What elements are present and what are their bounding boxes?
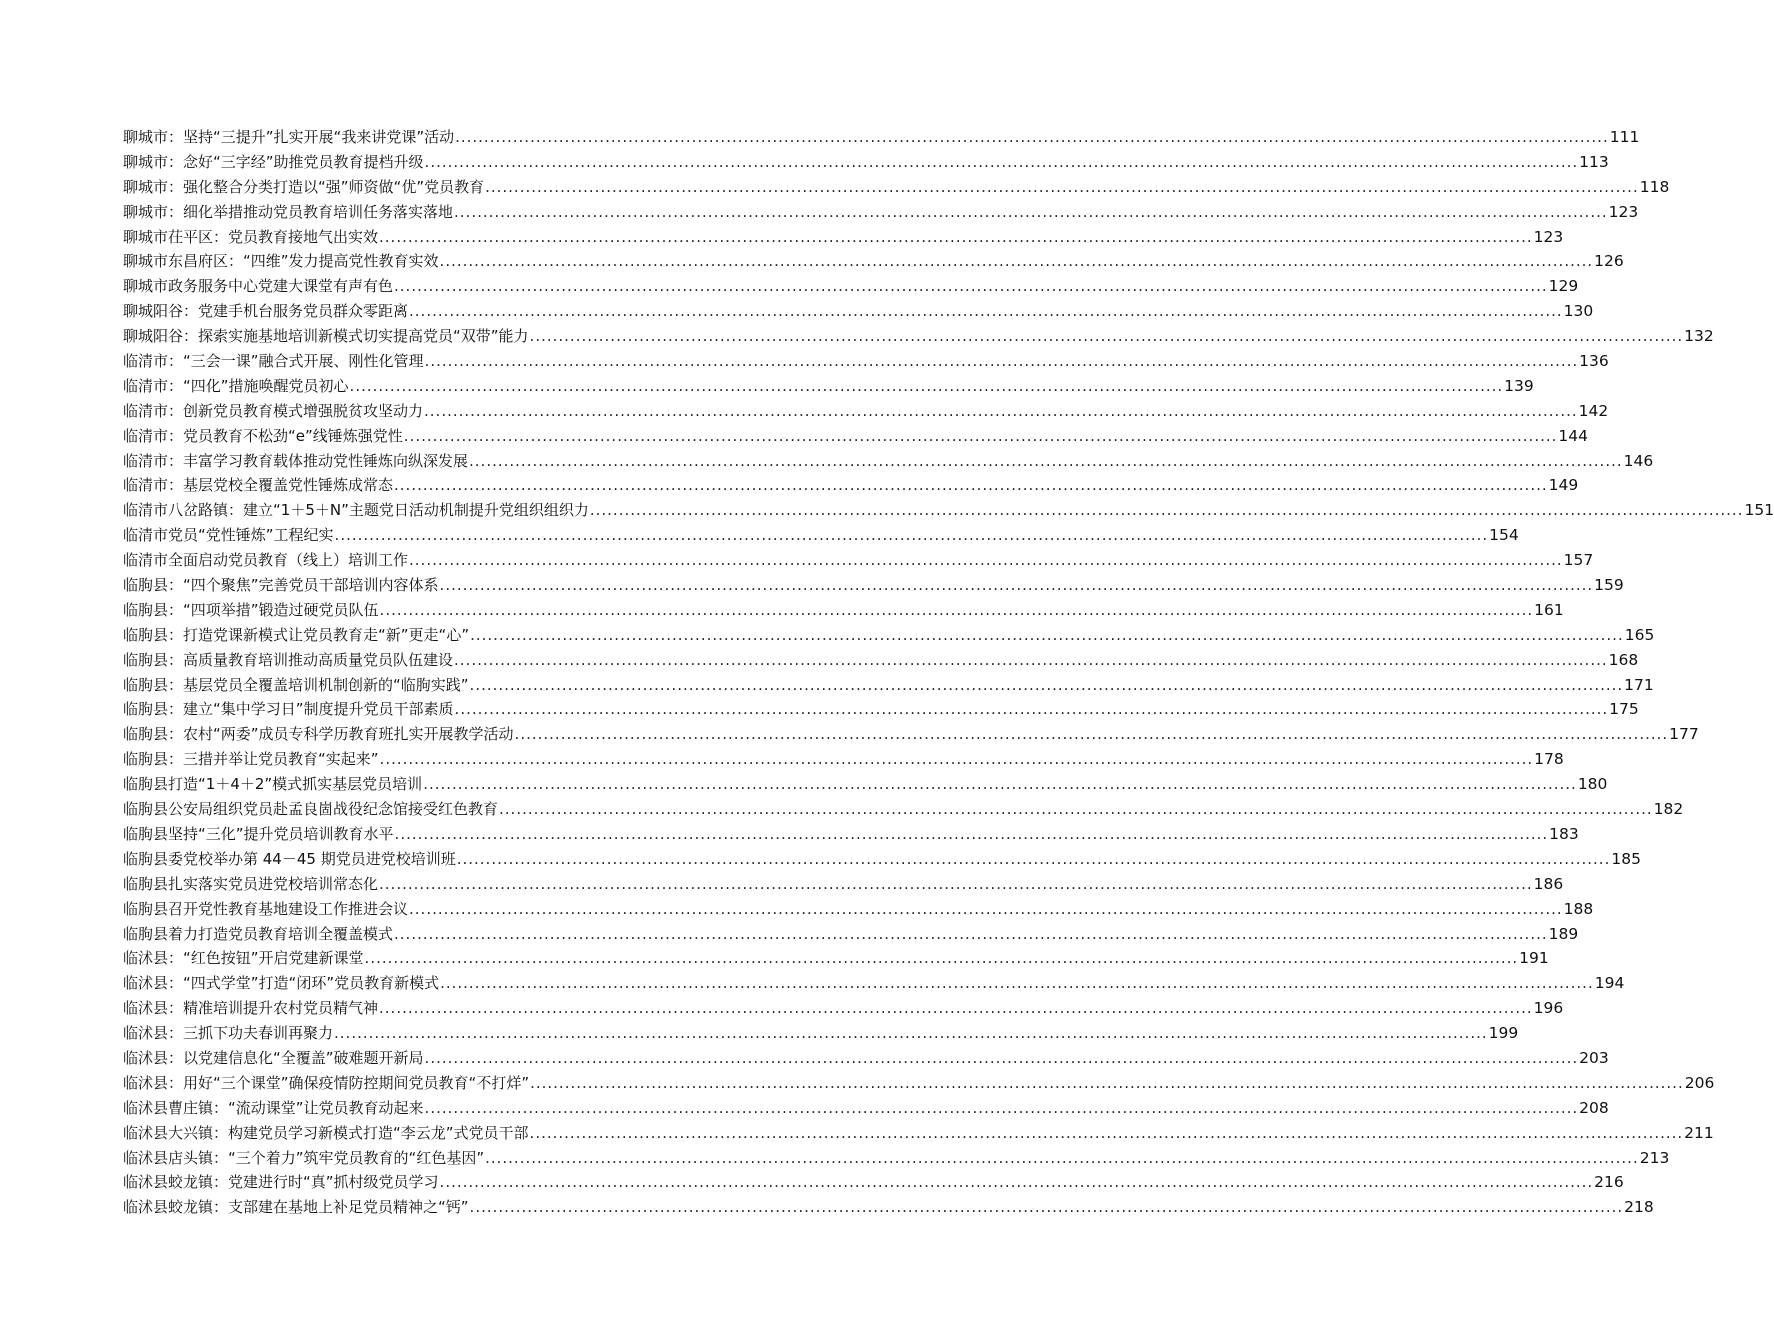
toc-entry (123, 299, 1594, 324)
toc-dot-leader (409, 897, 1563, 922)
toc-dot-leader (379, 996, 1533, 1021)
toc-entry-title: 临朐县：三措并举让党员教育“实起来” (123, 750, 379, 769)
toc-entry (123, 623, 1655, 648)
toc-dot-leader (469, 449, 1623, 474)
toc-entry (123, 598, 1564, 623)
toc-entry (123, 971, 1625, 996)
toc-entry (123, 424, 1588, 449)
toc-entry-page-number: 196 (1533, 999, 1564, 1018)
toc-entry (123, 1096, 1609, 1121)
toc-entry (123, 922, 1579, 947)
toc-dot-leader (394, 473, 1548, 498)
toc-dot-leader (454, 648, 1608, 673)
toc-entry-title: 聊城市：细化举措推动党员教育培训任务落实落地 (123, 202, 454, 221)
toc-entry (123, 1146, 1670, 1171)
toc-entry-page-number: 129 (1548, 277, 1579, 296)
toc-entry-page-number: 183 (1549, 824, 1579, 843)
toc-entry-page-number: 161 (1534, 600, 1564, 619)
toc-dot-leader (379, 872, 1533, 897)
toc-entry (123, 473, 1579, 498)
toc-entry-page-number: 142 (1578, 401, 1609, 420)
toc-dot-leader (454, 200, 1608, 225)
toc-dot-leader (423, 772, 1577, 797)
toc-entry-title: 临朐县扎实落实党员进党校培训常态化 (123, 874, 379, 893)
toc-entry (123, 747, 1564, 772)
toc-entry (123, 349, 1609, 374)
toc-entry-page-number: 136 (1579, 352, 1609, 371)
toc-dot-leader (409, 299, 1563, 324)
toc-entry-page-number: 151 (1744, 501, 1774, 520)
toc-entry (123, 1071, 1715, 1096)
toc-entry (123, 847, 1641, 872)
toc-entry-title: 聊城阳谷：探索实施基地培训新模式切实提高党员“双带”能力 (123, 327, 529, 346)
toc-entry-page-number: 168 (1608, 650, 1639, 669)
toc-dot-leader (530, 324, 1684, 349)
toc-entry-title: 聊城市：强化整合分类打造以“强”师资做“优”党员教育 (123, 177, 485, 196)
toc-entry (123, 225, 1564, 250)
toc-entry-page-number: 171 (1624, 675, 1654, 694)
toc-entry-title: 临清市：基层党校全覆盖党性锤炼成常态 (123, 476, 394, 495)
toc-entry-title: 临朐县打造“1＋4＋2”模式抓实基层党员培训 (123, 775, 423, 794)
toc-dot-leader (365, 946, 1519, 971)
toc-entry-title: 临沭县店头镇：“三个着力”筑牢党员教育的“红色基因” (123, 1148, 485, 1167)
toc-entry-page-number: 139 (1504, 376, 1534, 395)
toc-entry-title: 聊城市：坚持“三提升”扎实开展“我来讲党课”活动 (123, 128, 455, 146)
toc-entry (123, 1046, 1609, 1071)
toc-dot-leader (425, 1096, 1579, 1121)
toc-entry-page-number: 216 (1594, 1173, 1624, 1192)
toc-entry-page-number: 130 (1563, 302, 1594, 321)
toc-dot-leader (440, 573, 1594, 598)
toc-entry-title: 临朐县：“四项举措”锻造过硬党员队伍 (123, 600, 379, 619)
toc-entry-page-number: 188 (1563, 899, 1594, 918)
toc-entry (123, 175, 1670, 200)
toc-entry (123, 648, 1639, 673)
toc-entry-title: 临沭县蛟龙镇：支部建在基地上补足党员精神之“钙” (123, 1198, 469, 1217)
toc-entry-title: 临沭县蛟龙镇：党建进行时“真”抓村级党员学习 (123, 1173, 439, 1192)
toc-entry (123, 996, 1564, 1021)
toc-entry-page-number: 203 (1579, 1048, 1609, 1067)
toc-entry-page-number: 123 (1533, 227, 1564, 246)
toc-entry-page-number: 177 (1669, 725, 1699, 744)
toc-entry-title: 临沭县：三抓下功夫春训再聚力 (123, 1024, 334, 1043)
toc-entry-page-number: 157 (1563, 551, 1594, 570)
toc-entry (123, 1121, 1714, 1146)
toc-entry-page-number: 146 (1623, 451, 1654, 470)
toc-entry-title: 临清市：“四化”措施唤醒党员初心 (123, 376, 349, 395)
toc-dot-leader (425, 150, 1579, 175)
toc-entry (123, 573, 1624, 598)
toc-entry (123, 897, 1594, 922)
toc-entry-title: 临沭县：以党建信息化“全覆盖”破难题开新局 (123, 1048, 424, 1067)
toc-entry (123, 673, 1654, 698)
toc-entry-page-number: 194 (1594, 974, 1625, 993)
toc-dot-leader (440, 249, 1594, 274)
toc-entry-title: 临沭县曹庄镇：“流动课堂”让党员教育动起来 (123, 1098, 424, 1117)
toc-entry (123, 1170, 1624, 1195)
toc-dot-leader (425, 349, 1579, 374)
toc-entry-title: 聊城市东昌府区：“四维”发力提高党性教育实效 (123, 252, 439, 271)
toc-entry-page-number: 206 (1684, 1073, 1715, 1092)
toc-entry-page-number: 186 (1533, 874, 1564, 893)
toc-dot-leader (530, 1071, 1684, 1096)
toc-entry (123, 548, 1594, 573)
toc-dot-leader (455, 697, 1609, 722)
toc-entry-page-number: 213 (1639, 1148, 1670, 1167)
toc-entry-page-number: 154 (1489, 526, 1519, 545)
toc-dot-leader (440, 1170, 1594, 1195)
toc-entry-title: 临朐县坚持“三化”提升党员培训教育水平 (123, 824, 394, 843)
toc-entry (123, 1195, 1654, 1220)
toc-entry-title: 临清市：“三会一课”融合式开展、刚性化管理 (123, 352, 424, 371)
toc-dot-leader (350, 374, 1504, 399)
toc-entry-page-number: 175 (1609, 700, 1639, 719)
toc-entry-page-number: 159 (1594, 576, 1624, 595)
toc-entry-page-number: 218 (1624, 1198, 1654, 1217)
toc-entry-title: 聊城市茌平区：党员教育接地气出实效 (123, 227, 379, 246)
toc-entry-page-number: 180 (1577, 775, 1608, 794)
toc-entry-title: 临朐县：基层党员全覆盖培训机制创新的“临朐实践” (123, 675, 469, 694)
toc-entry-title: 临清市：创新党员教育模式增强脱贫攻坚动力 (123, 401, 424, 420)
toc-entry (123, 249, 1624, 274)
toc-entry (123, 125, 1640, 150)
toc-entry (123, 722, 1699, 747)
table-of-contents (123, 125, 1774, 1220)
toc-entry-page-number: 211 (1684, 1123, 1714, 1142)
toc-entry-page-number: 149 (1548, 476, 1579, 495)
toc-entry-title: 临朐县：农村“两委”成员专科学历教育班扎实开展教学活动 (123, 725, 514, 744)
toc-entry-title: 临朐县：“四个聚焦”完善党员干部培训内容体系 (123, 576, 439, 595)
toc-entry (123, 498, 1774, 523)
toc-entry (123, 150, 1609, 175)
toc-entry-title: 临朐县：打造党课新模式让党员教育走“新”更走“心” (123, 625, 470, 644)
toc-entry-title: 临沭县大兴镇：构建党员学习新模式打造“李云龙”式党员干部 (123, 1123, 529, 1142)
toc-entry-page-number: 118 (1639, 177, 1670, 196)
toc-dot-leader (409, 548, 1563, 573)
toc-entry-title: 临朐县委党校举办第 44－45 期党员进党校培训班 (123, 849, 456, 868)
toc-dot-leader (470, 673, 1624, 698)
toc-entry-page-number: 126 (1594, 252, 1624, 271)
toc-entry (123, 449, 1654, 474)
toc-dot-leader (425, 1046, 1579, 1071)
toc-entry (123, 697, 1639, 722)
toc-entry-page-number: 144 (1558, 426, 1588, 445)
toc-dot-leader (335, 523, 1489, 548)
toc-entry-title: 临朐县：建立“集中学习日”制度提升党员干部素质 (123, 700, 454, 719)
toc-entry-title: 临沭县：“红色按钮”开启党建新课堂 (123, 949, 364, 968)
toc-entry (123, 523, 1519, 548)
toc-entry-page-number: 123 (1608, 202, 1639, 221)
toc-entry-title: 临沭县：精准培训提升农村党员精气神 (123, 999, 379, 1018)
toc-entry-page-number: 199 (1488, 1024, 1519, 1043)
toc-entry-page-number: 208 (1579, 1098, 1609, 1117)
toc-entry-page-number: 182 (1653, 800, 1684, 819)
toc-entry (123, 274, 1579, 299)
toc-entry-title: 临清市八岔路镇：建立“1＋5＋N”主题党日活动机制提升党组织组织力 (123, 501, 589, 520)
toc-entry-title: 临沭县：用好“三个课堂”确保疫情防控期间党员教育“不打烊” (123, 1073, 530, 1092)
toc-entry (123, 772, 1608, 797)
toc-entry-page-number: 189 (1548, 924, 1579, 943)
toc-dot-leader (334, 1021, 1488, 1046)
toc-entry-title: 临清市：丰富学习教育载体推动党性锤炼向纵深发展 (123, 451, 469, 470)
toc-dot-leader (457, 847, 1611, 872)
toc-entry-title: 临朐县着力打造党员教育培训全覆盖模式 (123, 924, 394, 943)
toc-entry-title: 临沭县：“四式学堂”打造“闭环”党员教育新模式 (123, 974, 440, 993)
toc-dot-leader (394, 922, 1548, 947)
toc-entry-page-number: 165 (1624, 625, 1655, 644)
toc-dot-leader (380, 598, 1534, 623)
toc-entry-page-number: 191 (1519, 949, 1549, 968)
toc-entry-page-number: 113 (1579, 152, 1609, 171)
toc-dot-leader (440, 971, 1594, 996)
toc-entry-title: 临朐县：高质量教育培训推动高质量党员队伍建设 (123, 650, 454, 669)
toc-entry-title: 临清市党员“党性锤炼”工程纪实 (123, 526, 334, 545)
toc-dot-leader (485, 175, 1639, 200)
toc-dot-leader (590, 498, 1744, 523)
toc-entry-title: 临朐县召开党性教育基地建设工作推进会议 (123, 899, 409, 918)
toc-dot-leader (470, 623, 1624, 648)
toc-dot-leader (470, 1195, 1624, 1220)
toc-entry-title: 临清市：党员教育不松劲“e”线锤炼强党性 (123, 426, 403, 445)
toc-dot-leader (395, 822, 1549, 847)
toc-entry-page-number: 132 (1684, 327, 1714, 346)
toc-entry (123, 374, 1534, 399)
toc-dot-leader (424, 399, 1578, 424)
toc-dot-leader (394, 274, 1548, 299)
toc-entry (123, 200, 1639, 225)
toc-entry (123, 797, 1684, 822)
toc-dot-leader (515, 722, 1669, 747)
toc-entry-page-number: 185 (1611, 849, 1641, 868)
toc-dot-leader (455, 125, 1609, 150)
toc-entry-title: 聊城阳谷：党建手机台服务党员群众零距离 (123, 302, 409, 321)
toc-entry (123, 822, 1579, 847)
toc-dot-leader (380, 747, 1534, 772)
toc-entry-title: 聊城市：念好“三字经”助推党员教育提档升级 (123, 152, 424, 171)
toc-entry (123, 399, 1609, 424)
toc-dot-leader (530, 1121, 1684, 1146)
toc-entry-page-number: 111 (1609, 128, 1640, 146)
toc-entry (123, 324, 1714, 349)
toc-entry-title: 聊城市政务服务中心党建大课堂有声有色 (123, 277, 394, 296)
toc-dot-leader (499, 797, 1653, 822)
toc-entry (123, 946, 1549, 971)
toc-entry (123, 1021, 1519, 1046)
toc-dot-leader (379, 225, 1533, 250)
toc-entry-page-number: 178 (1534, 750, 1564, 769)
toc-entry-title: 临清市全面启动党员教育（线上）培训工作 (123, 551, 409, 570)
toc-dot-leader (485, 1146, 1639, 1171)
toc-entry (123, 872, 1564, 897)
toc-dot-leader (404, 424, 1558, 449)
toc-entry-title: 临朐县公安局组织党员赴孟良崮战役纪念馆接受红色教育 (123, 800, 499, 819)
